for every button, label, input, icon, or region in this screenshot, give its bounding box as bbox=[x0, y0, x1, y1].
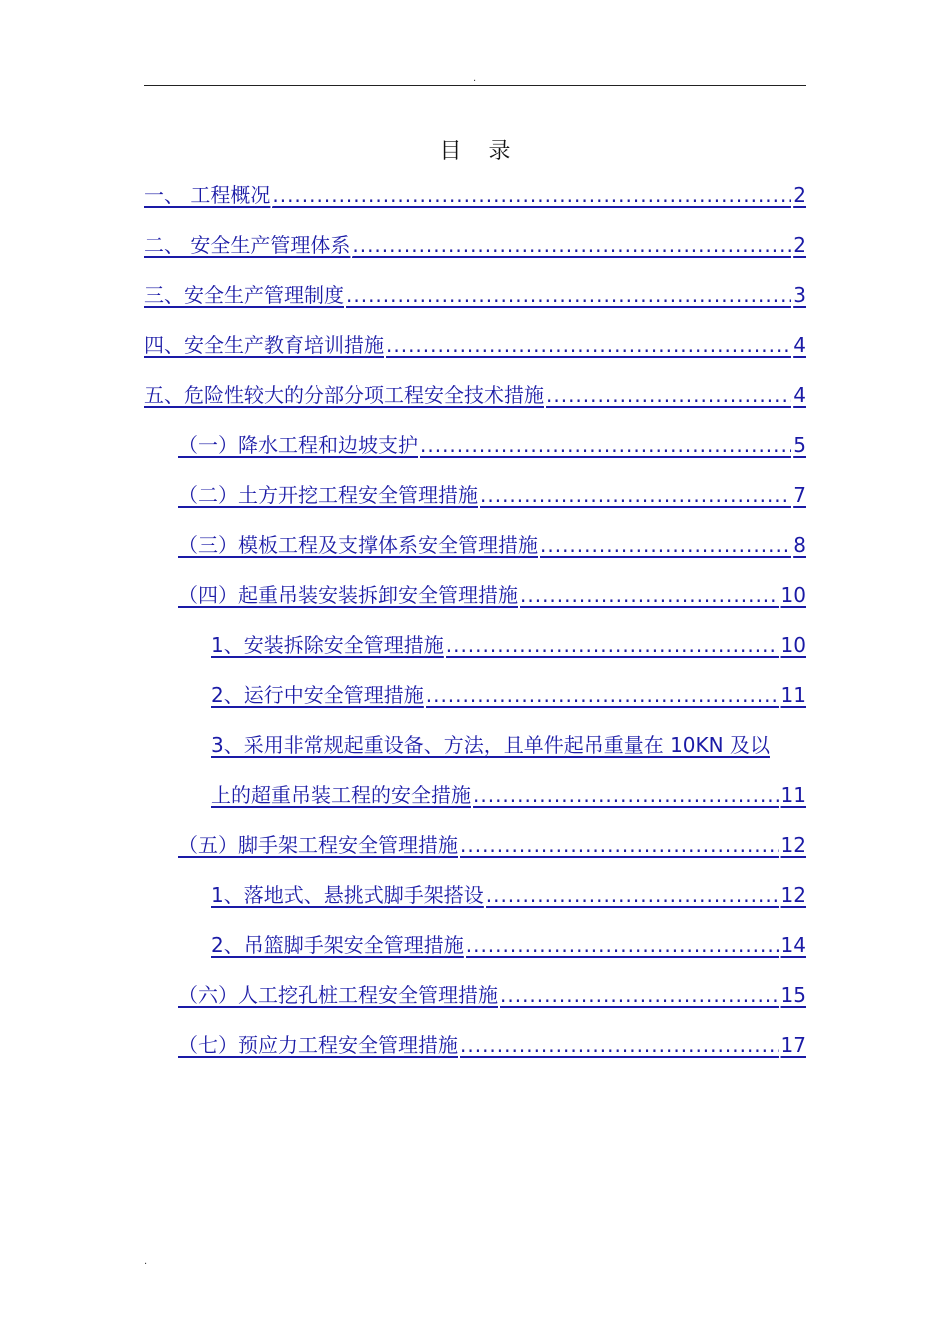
toc-entry-label: （七）预应力工程安全管理措施 bbox=[178, 1033, 458, 1057]
toc-leader bbox=[520, 582, 779, 608]
toc-entry-5-4[interactable] bbox=[178, 576, 806, 608]
toc-entry-page: 10 bbox=[780, 583, 806, 607]
toc-leader bbox=[386, 332, 791, 358]
toc-entry-label: 二、 安全生产管理体系 bbox=[144, 233, 351, 257]
toc-entry-label: 3、采用非常规起重设备、方法，且单件起吊重量在 10KN 及以 bbox=[211, 733, 770, 757]
toc-entry-label: （一）降水工程和边坡支护 bbox=[178, 433, 418, 457]
toc-leader bbox=[426, 682, 779, 708]
header-mark: . bbox=[473, 73, 477, 84]
toc-entry-label: （五）脚手架工程安全管理措施 bbox=[178, 833, 458, 857]
toc-entry-5[interactable] bbox=[144, 376, 806, 408]
toc-entry-3[interactable] bbox=[144, 276, 806, 308]
toc-leader bbox=[346, 282, 791, 308]
toc-entry-5-4-1[interactable] bbox=[211, 626, 806, 658]
toc-entry-5-1[interactable] bbox=[178, 426, 806, 458]
toc-entry-page: 12 bbox=[780, 883, 806, 907]
toc-entry-5-7[interactable] bbox=[178, 1026, 806, 1058]
header-rule bbox=[144, 85, 806, 86]
toc-entry-label: （三）模板工程及支撑体系安全管理措施 bbox=[178, 533, 538, 557]
toc-entry-5-5-2[interactable] bbox=[211, 926, 806, 958]
toc-entry-label-cont: 上的超重吊装工程的安全措施 bbox=[211, 783, 471, 807]
toc-entry-page: 4 bbox=[793, 333, 806, 357]
toc-entry-2[interactable] bbox=[144, 226, 806, 258]
footer-mark: . bbox=[144, 1256, 148, 1267]
toc-entry-5-5[interactable] bbox=[178, 826, 806, 858]
toc-entry-label: （六）人工挖孔桩工程安全管理措施 bbox=[178, 983, 498, 1007]
toc-leader bbox=[420, 432, 791, 458]
toc-entry-5-2[interactable] bbox=[178, 476, 806, 508]
toc-entry-4[interactable] bbox=[144, 326, 806, 358]
toc-entry-label: 一、 工程概况 bbox=[144, 183, 271, 207]
toc-entry-label: 五、危险性较大的分部分项工程安全技术措施 bbox=[144, 383, 544, 407]
toc-leader bbox=[546, 382, 791, 408]
toc-leader bbox=[460, 832, 779, 858]
toc-leader bbox=[500, 982, 779, 1008]
toc-leader bbox=[272, 182, 791, 208]
toc-entry-page: 12 bbox=[780, 833, 806, 857]
toc-entry-label: 1、安装拆除安全管理措施 bbox=[211, 633, 444, 657]
toc-leader bbox=[352, 232, 791, 258]
toc-entry-1[interactable] bbox=[144, 176, 806, 208]
toc-entry-page: 4 bbox=[793, 383, 806, 407]
toc-entry-page: 5 bbox=[793, 433, 806, 457]
toc-entry-page: 11 bbox=[780, 783, 806, 807]
toc-leader bbox=[473, 782, 779, 808]
toc-entry-label: 1、落地式、悬挑式脚手架搭设 bbox=[211, 883, 484, 907]
toc-entry-label: 三、安全生产管理制度 bbox=[144, 283, 344, 307]
toc-entry-label: 2、吊篮脚手架安全管理措施 bbox=[211, 933, 464, 957]
toc-entry-page: 14 bbox=[780, 933, 806, 957]
toc-leader bbox=[460, 1032, 779, 1058]
toc-leader bbox=[446, 632, 779, 658]
toc-leader bbox=[486, 882, 779, 908]
toc-title: 目 录 bbox=[439, 139, 521, 164]
toc-entry-5-3[interactable] bbox=[178, 526, 806, 558]
toc-entry-page: 11 bbox=[780, 683, 806, 707]
toc-leader bbox=[540, 532, 791, 558]
toc-entry-page: 2 bbox=[793, 183, 806, 207]
toc-entry-5-4-2[interactable] bbox=[211, 676, 806, 708]
toc-entry-5-4-3-line1[interactable] bbox=[211, 726, 806, 758]
toc-leader bbox=[466, 932, 779, 958]
toc-entry-5-4-3-line2[interactable] bbox=[211, 776, 806, 808]
toc-entry-page: 8 bbox=[793, 533, 806, 557]
toc-entry-page: 17 bbox=[780, 1033, 806, 1057]
toc-entry-label: （二）土方开挖工程安全管理措施 bbox=[178, 483, 478, 507]
toc-entry-page: 2 bbox=[793, 233, 806, 257]
toc-entry-label: 2、运行中安全管理措施 bbox=[211, 683, 424, 707]
toc-entry-page: 7 bbox=[793, 483, 806, 507]
toc-entry-label: （四）起重吊装安装拆卸安全管理措施 bbox=[178, 583, 518, 607]
toc-entry-page: 15 bbox=[780, 983, 806, 1007]
toc-entry-page: 10 bbox=[780, 633, 806, 657]
toc-entry-page: 3 bbox=[793, 283, 806, 307]
toc-leader bbox=[480, 482, 791, 508]
toc-entry-5-5-1[interactable] bbox=[211, 876, 806, 908]
toc-entry-5-6[interactable] bbox=[178, 976, 806, 1008]
toc-entry-label: 四、安全生产教育培训措施 bbox=[144, 333, 384, 357]
